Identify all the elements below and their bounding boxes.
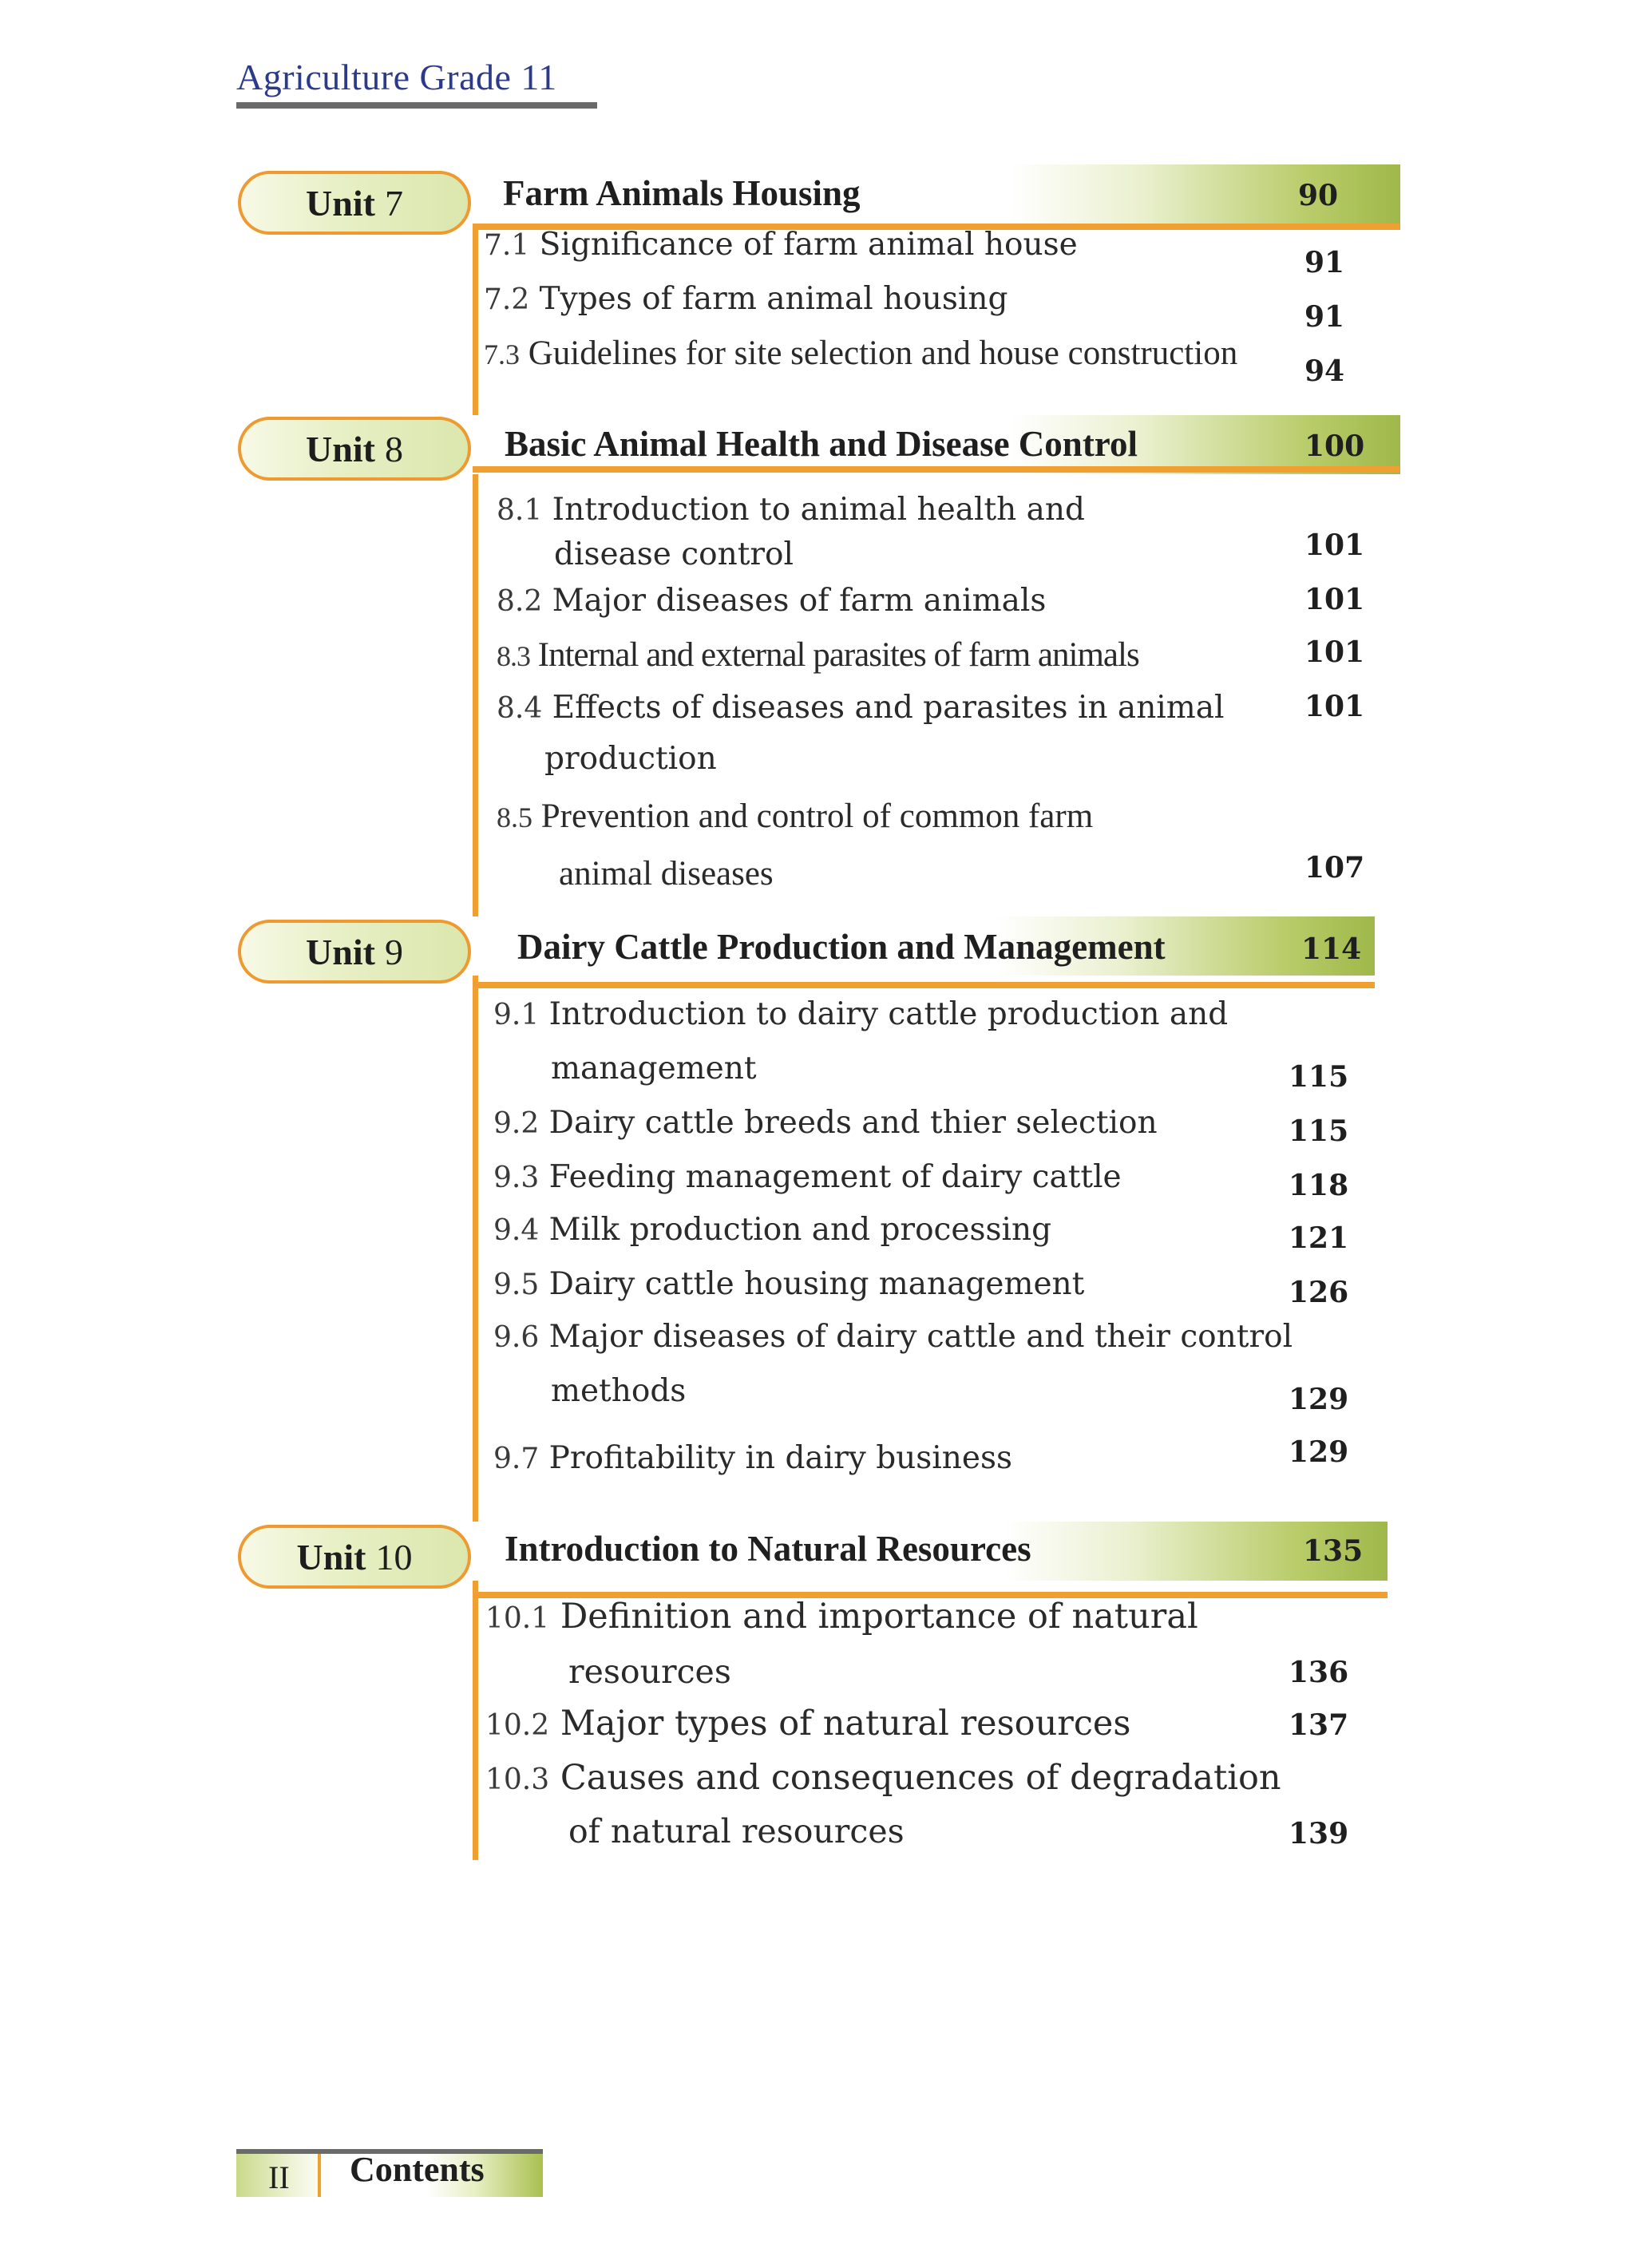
entry-page-number: 94 [1304,354,1345,388]
entry-text: of natural resources [568,1812,905,1850]
entry-page-number: 136 [1289,1656,1349,1689]
toc-entry-7-3[interactable] [484,334,1237,373]
toc-entry-9-5[interactable] [493,1266,1084,1302]
footer-section-label: Contents [350,2150,485,2189]
unit-label-9[interactable] [238,920,471,984]
entry-number: 7.1 [484,229,530,262]
entry-page-number: 121 [1289,1221,1349,1255]
entry-number: 8.1 [497,494,543,527]
toc-entry-8-1-cont [554,536,794,572]
entry-text: Significance of farm animal house [539,227,1078,263]
entry-text: disease control [554,536,794,572]
entry-text: Introduction to animal health and [552,492,1085,528]
toc-entry-8-1[interactable] [497,492,1085,528]
toc-entry-9-6[interactable] [493,1319,1293,1355]
entry-number: 9.3 [493,1162,540,1194]
unit-label-7[interactable] [238,171,471,235]
unit-title[interactable]: Farm Animals Housing [503,173,861,213]
entry-number: 10.3 [485,1763,550,1796]
unit-page-number: 90 [1298,179,1339,212]
entry-page-number: 139 [1289,1817,1349,1850]
toc-entry-7-2[interactable] [484,281,1008,317]
entry-text: Prevention and control of common farm [540,798,1094,835]
toc-entry-10-1[interactable] [485,1597,1198,1637]
unit-number: 10 [375,1536,413,1577]
entry-number: 9.1 [493,999,540,1031]
entry-number: 8.3 [497,640,530,672]
entry-text: Dairy cattle breeds and thier selection [548,1105,1158,1141]
entry-text: animal diseases [559,855,774,893]
unit-title[interactable]: Dairy Cattle Production and Management [517,927,1166,967]
entry-page-number: 107 [1304,851,1365,885]
unit-number: 8 [384,428,403,469]
entry-text: Major diseases of farm animals [552,583,1047,619]
page-number: II [268,2159,290,2195]
entry-page-number: 118 [1289,1169,1349,1202]
entry-number: 8.4 [497,692,543,725]
toc-entry-9-3[interactable] [493,1159,1122,1195]
entry-page-number: 101 [1304,635,1365,669]
entry-text: production [544,741,717,777]
entry-page-number: 91 [1304,246,1345,279]
entry-text: Introduction to dairy cattle production and [548,996,1229,1032]
entry-text: Definition and importance of natural [560,1597,1198,1637]
entry-text: Types of farm animal housing [539,281,1008,317]
entry-number: 8.5 [497,802,532,833]
toc-entry-8-5-cont [559,854,774,893]
unit-label-8[interactable] [238,417,471,481]
entry-number: 9.7 [493,1443,540,1475]
entry-text: Feeding management of dairy cattle [548,1159,1122,1195]
entry-number: 9.6 [493,1321,540,1354]
entry-text: methods [551,1373,687,1409]
unit-word: Unit [296,1536,366,1577]
toc-entry-8-4[interactable] [497,690,1225,726]
toc-entry-9-1-cont [551,1051,757,1087]
toc-entry-10-3[interactable] [485,1758,1281,1798]
toc-entry-8-5[interactable] [497,797,1093,836]
toc-entry-8-4-cont [544,741,717,777]
toc-entry-9-7[interactable] [493,1440,1012,1476]
entry-text: Major types of natural resources [560,1704,1131,1744]
entry-page-number: 101 [1304,690,1365,723]
unit-word: Unit [306,182,375,224]
toc-entry-10-3-cont [568,1812,905,1850]
header-rule [236,102,597,109]
unit-page-number: 135 [1303,1534,1364,1568]
toc-entry-10-1-cont [568,1653,731,1691]
toc-entry-8-2[interactable] [497,583,1046,619]
entry-text: Causes and consequences of degradation [560,1758,1281,1798]
entry-number: 8.2 [497,585,543,618]
entry-text: management [551,1051,757,1087]
entry-number: 9.2 [493,1107,540,1140]
toc-entry-10-2[interactable] [485,1704,1130,1744]
entry-text: Internal and external parasites of farm animals [537,636,1139,674]
unit-title-rule-8 [473,466,1400,473]
entry-text: Guidelines for site selection and house construction [528,334,1238,372]
entry-page-number: 115 [1289,1060,1349,1094]
toc-entry-9-6-cont [551,1373,686,1409]
toc-entry-8-3[interactable] [497,635,1139,675]
unit-number: 7 [384,182,403,224]
toc-entry-9-4[interactable] [493,1212,1051,1248]
entry-number: 9.4 [493,1214,540,1247]
unit-title[interactable]: Basic Animal Health and Disease Control [505,424,1138,464]
unit-word: Unit [306,931,375,972]
toc-entry-9-1[interactable] [493,996,1228,1032]
entry-number: 7.3 [484,338,520,370]
entry-number: 9.5 [493,1269,540,1301]
unit-page-number: 114 [1301,932,1362,966]
entry-text: resources [568,1653,731,1691]
entry-text: Milk production and processing [548,1212,1052,1248]
unit-page-number: 100 [1304,429,1365,463]
entry-number: 7.2 [484,283,530,316]
unit-title[interactable]: Introduction to Natural Resources [505,1529,1031,1569]
entry-page-number: 101 [1304,528,1365,562]
running-header: Agriculture Grade 11 [236,57,557,97]
unit-word: Unit [306,428,375,469]
footer-separator [318,2154,321,2197]
entry-text: Effects of diseases and parasites in animal [552,690,1225,726]
entry-text: Dairy cattle housing management [548,1266,1085,1302]
unit-label-10[interactable] [238,1525,471,1589]
toc-entry-7-1[interactable] [484,227,1078,263]
entry-page-number: 129 [1289,1435,1349,1469]
entry-page-number: 91 [1304,300,1345,334]
entry-page-number: 129 [1289,1383,1349,1416]
entry-number: 10.1 [485,1602,550,1635]
entry-page-number: 126 [1289,1276,1349,1309]
entry-number: 10.2 [485,1709,550,1742]
entry-page-number: 101 [1304,583,1365,616]
entry-text: Profitability in dairy business [548,1440,1013,1476]
entry-page-number: 137 [1289,1708,1349,1742]
entry-text: Major diseases of dairy cattle and their control [548,1319,1293,1355]
unit-title-rule-9 [473,982,1375,988]
entry-page-number: 115 [1289,1114,1349,1148]
toc-entry-9-2[interactable] [493,1105,1158,1141]
unit-number: 9 [384,931,403,972]
